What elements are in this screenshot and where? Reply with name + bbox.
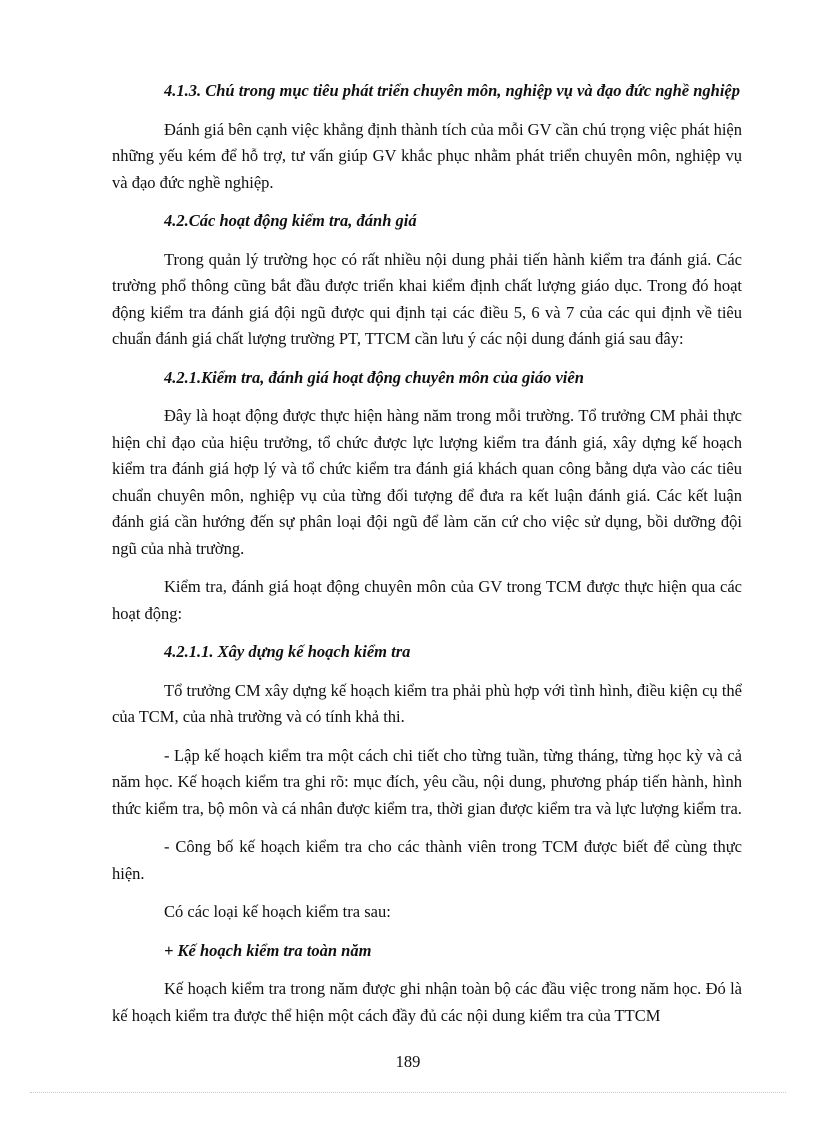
document-page	[112, 78, 742, 1041]
heading-4-2: 4.2.Các hoạt động kiểm tra, đánh giá	[164, 211, 417, 230]
paragraph-4-2-1-b: Kiểm tra, đánh giá hoạt động chuyên môn của GV trong TCM được thực hiện qua các hoạt động:	[112, 577, 742, 623]
heading-4-1-3: 4.1.3. Chú trong mục tiêu phát triển chuyên môn, nghiệp vụ và đạo đức nghề nghiệp	[164, 81, 741, 100]
bullet-item-1: - Lập kế hoạch kiểm tra một cách chi tiết cho từng tuần, từng tháng, từng học kỳ và cả năm học. Kế hoạch kiểm tra ghi rõ: mục đích, yêu cầu, nội dung, phương pháp tiến hành, hình thức kiểm tra, bộ môn và cá nhân được kiểm tra, thời gian được kiểm tra và lực lượng kiểm tra.	[112, 745, 742, 818]
bullet-item-2: - Công bố kế hoạch kiểm tra cho các thành viên trong TCM được biết để cùng thực hiện.	[112, 837, 742, 883]
paragraph-4-2-1-a: Đây là hoạt động được thực hiện hàng năm trong mỗi trường. Tổ trưởng CM phải thực hiện chỉ đạo của hiệu trưởng, tổ chức được lực lượng kiểm tra đánh giá, xây dựng kế hoạch kiểm tra đánh giá hợp lý và tổ chức kiểm tra đánh giá khách quan công bằng dựa vào các tiêu chuẩn chuyên môn, nghiệp vụ của từng đối tượng để đưa ra kết luận đánh giá. Các kết luận đánh giá cần hướng đến sự phân loại đội ngũ để làm căn cứ cho việc sử dụng, bồi dưỡng đội ngũ của nhà trường.	[112, 406, 742, 558]
heading-4-2-1: 4.2.1.Kiểm tra, đánh giá hoạt động chuyên môn của giáo viên	[164, 367, 584, 387]
paragraph-4-2-1-1: Tổ trưởng CM xây dựng kế hoạch kiểm tra phải phù hợp với tình hình, điều kiện cụ thể của TCM, của nhà trường và có tính khả thi.	[112, 680, 742, 726]
paragraph-annual-plan: Kế hoạch kiểm tra trong năm được ghi nhận toàn bộ các đầu việc trong năm học. Đó là kế hoạch kiểm tra được thể hiện một cách đầy đủ các nội dung kiểm tra của TTCM	[112, 979, 742, 1025]
paragraph-plan-types: Có các loại kế hoạch kiểm tra sau:	[164, 902, 391, 921]
paragraph-4-1-3: Đánh giá bên cạnh việc khẳng định thành tích của mỗi GV cần chú trọng việc phát hiện những yếu kém để hỗ trợ, tư vấn giúp GV khắc phục nhằm phát triển chuyên môn, nghiệp vụ và đạo đức nghề nghiệp.	[112, 119, 742, 192]
heading-4-2-1-1: 4.2.1.1. Xây dựng kế hoạch kiểm tra	[164, 642, 411, 661]
page-bottom-divider	[30, 1092, 786, 1093]
paragraph-4-2: Trong quản lý trường học có rất nhiều nội dung phải tiến hành kiểm tra đánh giá. Các trường phổ thông cũng bắt đầu được triển khai kiểm định chất lượng giáo dục. Trong đó hoạt động kiểm tra đánh giá đội ngũ được qui định tại các điều 5, 6 và 7 của các qui định về tiêu chuẩn đánh giá chất lượng trường PT, TTCM cần lưu ý các nội dung đánh giá sau đây:	[112, 249, 742, 348]
page-number: 189	[395, 1052, 421, 1071]
heading-annual-plan: + Kế hoạch kiểm tra toàn năm	[164, 940, 372, 960]
